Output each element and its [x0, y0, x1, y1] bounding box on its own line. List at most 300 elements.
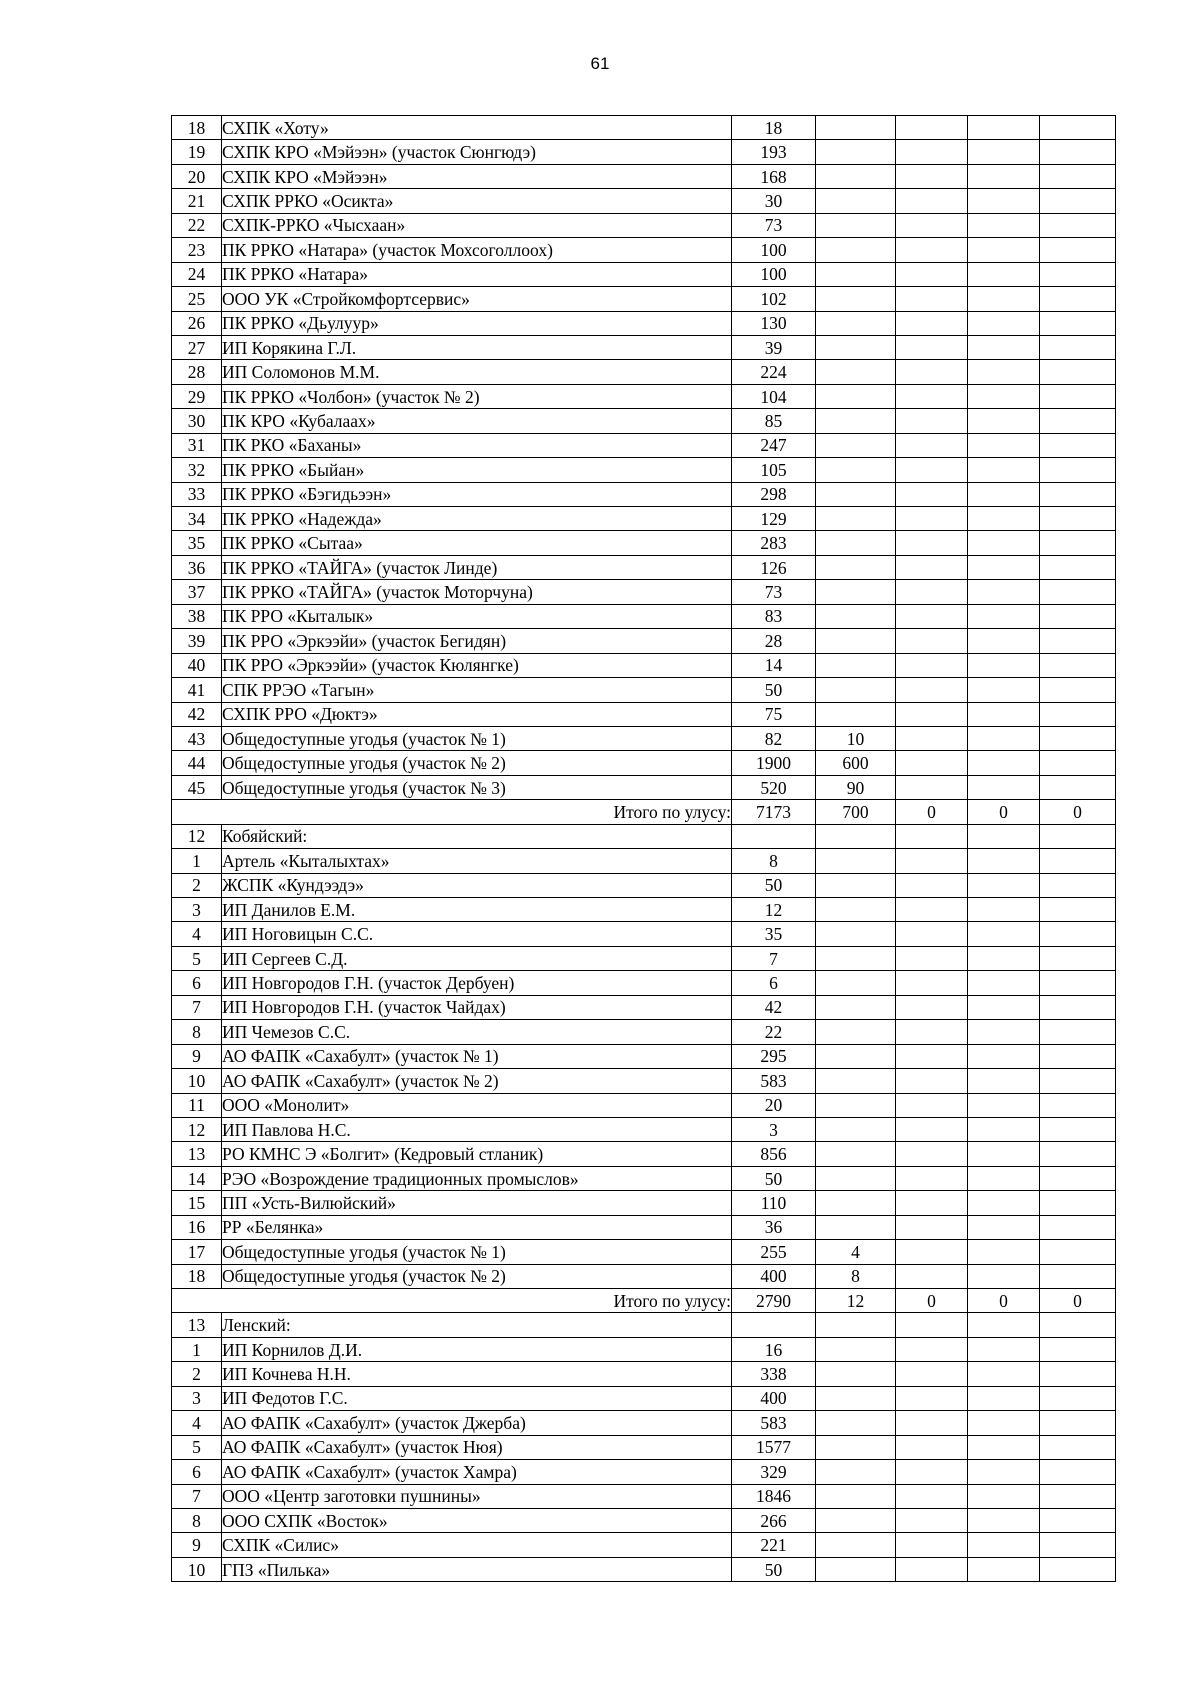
row-number: 7 [172, 995, 222, 1019]
table-row [172, 189, 1116, 213]
value-col-4 [968, 1362, 1040, 1386]
value-col-2: 600 [816, 751, 896, 775]
row-number: 9 [172, 1044, 222, 1068]
row-number: 45 [172, 775, 222, 799]
value-col-5: 0 [1040, 1289, 1116, 1313]
row-name: Общедоступные угодья (участок № 2) [222, 1264, 732, 1288]
value-col-1: 2790 [732, 1289, 816, 1313]
value-col-1: 583 [732, 1411, 816, 1435]
table-row [172, 1362, 1116, 1386]
value-col-4 [968, 1093, 1040, 1117]
value-col-3 [896, 1264, 968, 1288]
value-col-5 [1040, 1435, 1116, 1459]
value-col-1: 82 [732, 726, 816, 750]
value-col-3 [896, 458, 968, 482]
row-name: Артель «Кыталыхтах» [222, 849, 732, 873]
table-row [172, 555, 1116, 579]
row-name: Общедоступные угодья (участок № 1) [222, 726, 732, 750]
total-label: Итого по улусу: [172, 1289, 732, 1313]
value-col-3 [896, 775, 968, 799]
row-name: ИП Новгородов Г.Н. (участок Чайдах) [222, 995, 732, 1019]
row-name: СХПК «Хоту» [222, 116, 732, 140]
value-col-4 [968, 1166, 1040, 1190]
row-number: 5 [172, 946, 222, 970]
value-col-1 [732, 824, 816, 848]
value-col-5 [1040, 262, 1116, 286]
value-col-3 [896, 1362, 968, 1386]
value-col-1: 126 [732, 555, 816, 579]
value-col-2 [816, 604, 896, 628]
value-col-1: 1900 [732, 751, 816, 775]
row-name: АО ФАПК «Сахабулт» (участок Джерба) [222, 1411, 732, 1435]
value-col-5 [1040, 1264, 1116, 1288]
value-col-5 [1040, 1069, 1116, 1093]
value-col-3 [896, 653, 968, 677]
value-col-4 [968, 1508, 1040, 1532]
table-row [172, 335, 1116, 359]
value-col-5 [1040, 678, 1116, 702]
value-col-5 [1040, 1533, 1116, 1557]
value-col-5 [1040, 604, 1116, 628]
value-col-3 [896, 335, 968, 359]
row-name: РЭО «Возрождение традиционных промыслов» [222, 1166, 732, 1190]
value-col-5 [1040, 1044, 1116, 1068]
value-col-5 [1040, 1166, 1116, 1190]
value-col-1: 221 [732, 1533, 816, 1557]
value-col-2 [816, 873, 896, 897]
value-col-5 [1040, 1020, 1116, 1044]
value-col-4 [968, 555, 1040, 579]
row-number: 5 [172, 1435, 222, 1459]
value-col-4 [968, 1337, 1040, 1361]
value-col-2 [816, 213, 896, 237]
row-name: ПК РРКО «ТАЙГА» (участок Линде) [222, 555, 732, 579]
table-row [172, 971, 1116, 995]
table-row [172, 1557, 1116, 1581]
value-col-4 [968, 922, 1040, 946]
table-row [172, 1435, 1116, 1459]
table-row [172, 702, 1116, 726]
value-col-5 [1040, 873, 1116, 897]
value-col-2 [816, 531, 896, 555]
row-name: ЖСПК «Кундээдэ» [222, 873, 732, 897]
value-col-1: 1846 [732, 1484, 816, 1508]
value-col-4 [968, 726, 1040, 750]
value-col-3 [896, 1533, 968, 1557]
value-col-2 [816, 1435, 896, 1459]
value-col-3 [896, 287, 968, 311]
row-name: ПК РРКО «Натара» [222, 262, 732, 286]
value-col-1: 36 [732, 1215, 816, 1239]
value-col-3 [896, 751, 968, 775]
value-col-2: 90 [816, 775, 896, 799]
value-col-1: 18 [732, 116, 816, 140]
value-col-4 [968, 1460, 1040, 1484]
row-name: СХПК КРО «Мэйээн» (участок Сюнгюдэ) [222, 140, 732, 164]
row-name: ПК РРО «Эркээйи» (участок Кюлянгке) [222, 653, 732, 677]
row-number: 44 [172, 751, 222, 775]
value-col-2 [816, 1215, 896, 1239]
row-number: 22 [172, 213, 222, 237]
value-col-3 [896, 140, 968, 164]
table-body [172, 116, 1116, 1582]
table-row [172, 482, 1116, 506]
value-col-5 [1040, 1460, 1116, 1484]
table-row [172, 238, 1116, 262]
value-col-3 [896, 531, 968, 555]
row-number: 2 [172, 1362, 222, 1386]
value-col-3 [896, 1142, 968, 1166]
row-number: 3 [172, 898, 222, 922]
row-number: 12 [172, 824, 222, 848]
row-name: ПК КРО «Кубалаах» [222, 409, 732, 433]
value-col-3 [896, 1191, 968, 1215]
row-number: 19 [172, 140, 222, 164]
value-col-1: 6 [732, 971, 816, 995]
row-name: ПК РРКО «Бэгидьээн» [222, 482, 732, 506]
table-row [172, 1215, 1116, 1239]
value-col-1: 12 [732, 898, 816, 922]
value-col-4 [968, 775, 1040, 799]
row-number: 20 [172, 164, 222, 188]
value-col-3 [896, 213, 968, 237]
row-name: ООО СХПК «Восток» [222, 1508, 732, 1532]
value-col-3 [896, 702, 968, 726]
row-number: 18 [172, 1264, 222, 1288]
value-col-4 [968, 1142, 1040, 1166]
table-row [172, 1240, 1116, 1264]
value-col-1: 283 [732, 531, 816, 555]
value-col-2 [816, 287, 896, 311]
value-col-4 [968, 1313, 1040, 1337]
row-number: 6 [172, 1460, 222, 1484]
value-col-4 [968, 409, 1040, 433]
value-col-3 [896, 922, 968, 946]
value-col-3 [896, 1484, 968, 1508]
table-row [172, 775, 1116, 799]
value-col-5 [1040, 409, 1116, 433]
page-number: 61 [590, 54, 610, 73]
value-col-1: 105 [732, 458, 816, 482]
row-name: ИП Новгородов Г.Н. (участок Дербуен) [222, 971, 732, 995]
row-name: ООО «Центр заготовки пушнины» [222, 1484, 732, 1508]
value-col-4 [968, 824, 1040, 848]
value-col-4 [968, 189, 1040, 213]
value-col-4 [968, 1386, 1040, 1410]
table-row [172, 1117, 1116, 1141]
value-col-5 [1040, 1557, 1116, 1581]
value-col-4 [968, 531, 1040, 555]
value-col-5 [1040, 238, 1116, 262]
value-col-3 [896, 898, 968, 922]
value-col-5 [1040, 384, 1116, 408]
table-row [172, 287, 1116, 311]
table-row [172, 384, 1116, 408]
value-col-5 [1040, 849, 1116, 873]
table-row [172, 1093, 1116, 1117]
value-col-1: 30 [732, 189, 816, 213]
value-col-2 [816, 433, 896, 457]
value-col-5 [1040, 1337, 1116, 1361]
value-col-2 [816, 971, 896, 995]
value-col-1: 73 [732, 213, 816, 237]
row-name: СХПК КРО «Мэйээн» [222, 164, 732, 188]
value-col-2 [816, 164, 896, 188]
value-col-1: 42 [732, 995, 816, 1019]
value-col-1: 224 [732, 360, 816, 384]
value-col-4 [968, 1484, 1040, 1508]
value-col-5 [1040, 507, 1116, 531]
value-col-1: 295 [732, 1044, 816, 1068]
value-col-2 [816, 995, 896, 1019]
value-col-5 [1040, 653, 1116, 677]
value-col-3 [896, 726, 968, 750]
value-col-3 [896, 482, 968, 506]
value-col-1: 168 [732, 164, 816, 188]
row-number: 33 [172, 482, 222, 506]
row-number: 31 [172, 433, 222, 457]
row-number: 30 [172, 409, 222, 433]
row-name: Кобяйский: [222, 824, 732, 848]
table-row [172, 1020, 1116, 1044]
table-row [172, 824, 1116, 848]
value-col-2 [816, 824, 896, 848]
value-col-2 [816, 1166, 896, 1190]
value-col-3 [896, 824, 968, 848]
table-row [172, 873, 1116, 897]
table-row [172, 433, 1116, 457]
value-col-2 [816, 189, 896, 213]
value-col-1: 266 [732, 1508, 816, 1532]
value-col-3 [896, 384, 968, 408]
table-row [172, 1386, 1116, 1410]
row-number: 8 [172, 1508, 222, 1532]
value-col-1: 22 [732, 1020, 816, 1044]
value-col-4 [968, 1435, 1040, 1459]
row-number: 15 [172, 1191, 222, 1215]
value-col-3 [896, 116, 968, 140]
value-col-4 [968, 1411, 1040, 1435]
value-col-4 [968, 995, 1040, 1019]
row-number: 7 [172, 1484, 222, 1508]
row-number: 8 [172, 1020, 222, 1044]
row-name: ИП Кочнева Н.Н. [222, 1362, 732, 1386]
value-col-3 [896, 678, 968, 702]
value-col-3 [896, 1069, 968, 1093]
value-col-3 [896, 629, 968, 653]
value-col-2 [816, 1362, 896, 1386]
row-name: ИП Сергеев С.Д. [222, 946, 732, 970]
value-col-4 [968, 311, 1040, 335]
value-col-3: 0 [896, 800, 968, 824]
value-col-3 [896, 311, 968, 335]
table-row [172, 653, 1116, 677]
value-col-5 [1040, 898, 1116, 922]
row-name: ПК РРО «Эркээйи» (участок Бегидян) [222, 629, 732, 653]
row-number: 4 [172, 1411, 222, 1435]
table-row [172, 1166, 1116, 1190]
value-col-3 [896, 433, 968, 457]
value-col-4 [968, 458, 1040, 482]
value-col-1: 129 [732, 507, 816, 531]
value-col-4 [968, 1191, 1040, 1215]
row-name: ИП Чемезов С.С. [222, 1020, 732, 1044]
value-col-1: 520 [732, 775, 816, 799]
table-row [172, 604, 1116, 628]
value-col-5 [1040, 1508, 1116, 1532]
value-col-4 [968, 116, 1040, 140]
value-col-3 [896, 1337, 968, 1361]
value-col-5 [1040, 1117, 1116, 1141]
table-row [172, 311, 1116, 335]
value-col-3 [896, 1215, 968, 1239]
table-row [172, 898, 1116, 922]
value-col-2 [816, 1117, 896, 1141]
value-col-1: 193 [732, 140, 816, 164]
value-col-1: 100 [732, 262, 816, 286]
value-col-2 [816, 1069, 896, 1093]
row-number: 16 [172, 1215, 222, 1239]
value-col-1: 130 [732, 311, 816, 335]
value-col-2: 10 [816, 726, 896, 750]
value-col-1: 400 [732, 1264, 816, 1288]
row-name: СХПК РРКО «Осикта» [222, 189, 732, 213]
row-name: АО ФАПК «Сахабулт» (участок № 1) [222, 1044, 732, 1068]
value-col-1: 85 [732, 409, 816, 433]
table-row [172, 678, 1116, 702]
value-col-4 [968, 1020, 1040, 1044]
value-col-4: 0 [968, 800, 1040, 824]
value-col-5 [1040, 580, 1116, 604]
row-name: ИП Федотов Г.С. [222, 1386, 732, 1410]
value-col-5 [1040, 482, 1116, 506]
value-col-3 [896, 1435, 968, 1459]
row-number: 14 [172, 1166, 222, 1190]
value-col-5 [1040, 1093, 1116, 1117]
value-col-3 [896, 1386, 968, 1410]
value-col-5 [1040, 360, 1116, 384]
total-row [172, 800, 1116, 824]
value-col-1: 75 [732, 702, 816, 726]
row-number: 24 [172, 262, 222, 286]
total-row [172, 1289, 1116, 1313]
value-col-1: 20 [732, 1093, 816, 1117]
value-col-4 [968, 433, 1040, 457]
row-name: ПК РРКО «Натара» (участок Мохсоголлоох) [222, 238, 732, 262]
value-col-1: 14 [732, 653, 816, 677]
value-col-4 [968, 1533, 1040, 1557]
value-col-2 [816, 482, 896, 506]
table-row [172, 164, 1116, 188]
row-number: 39 [172, 629, 222, 653]
value-col-3 [896, 1117, 968, 1141]
value-col-4 [968, 262, 1040, 286]
data-table [171, 115, 1116, 1582]
value-col-4 [968, 140, 1040, 164]
value-col-5 [1040, 1411, 1116, 1435]
total-label: Итого по улусу: [172, 800, 732, 824]
value-col-2 [816, 1460, 896, 1484]
table-row [172, 1044, 1116, 1068]
table-row [172, 1337, 1116, 1361]
row-number: 35 [172, 531, 222, 555]
value-col-1: 3 [732, 1117, 816, 1141]
value-col-4 [968, 287, 1040, 311]
value-col-2: 4 [816, 1240, 896, 1264]
value-col-2 [816, 922, 896, 946]
value-col-3 [896, 971, 968, 995]
row-name: РР «Белянка» [222, 1215, 732, 1239]
value-col-3 [896, 1411, 968, 1435]
value-col-5 [1040, 531, 1116, 555]
row-number: 27 [172, 335, 222, 359]
value-col-5 [1040, 1362, 1116, 1386]
value-col-4 [968, 629, 1040, 653]
value-col-1: 28 [732, 629, 816, 653]
value-col-3 [896, 555, 968, 579]
value-col-4 [968, 580, 1040, 604]
value-col-2 [816, 360, 896, 384]
value-col-5 [1040, 213, 1116, 237]
value-col-5 [1040, 116, 1116, 140]
value-col-5 [1040, 164, 1116, 188]
value-col-4 [968, 238, 1040, 262]
table-row [172, 507, 1116, 531]
value-col-2 [816, 507, 896, 531]
value-col-1: 102 [732, 287, 816, 311]
value-col-2 [816, 1557, 896, 1581]
value-col-4 [968, 1557, 1040, 1581]
value-col-1: 583 [732, 1069, 816, 1093]
row-number: 23 [172, 238, 222, 262]
value-col-5 [1040, 1386, 1116, 1410]
value-col-4 [968, 384, 1040, 408]
value-col-4 [968, 164, 1040, 188]
value-col-4 [968, 482, 1040, 506]
value-col-1: 247 [732, 433, 816, 457]
row-number: 34 [172, 507, 222, 531]
value-col-4 [968, 360, 1040, 384]
value-col-3 [896, 849, 968, 873]
value-col-4 [968, 849, 1040, 873]
row-name: АО ФАПК «Сахабулт» (участок № 2) [222, 1069, 732, 1093]
value-col-5 [1040, 1313, 1116, 1337]
value-col-3 [896, 507, 968, 531]
row-number: 28 [172, 360, 222, 384]
value-col-1: 50 [732, 1166, 816, 1190]
value-col-5 [1040, 995, 1116, 1019]
value-col-4 [968, 971, 1040, 995]
value-col-2 [816, 1484, 896, 1508]
value-col-2 [816, 1142, 896, 1166]
value-col-1: 83 [732, 604, 816, 628]
value-col-3 [896, 189, 968, 213]
value-col-3 [896, 238, 968, 262]
value-col-3 [896, 164, 968, 188]
row-number: 21 [172, 189, 222, 213]
value-col-2 [816, 1411, 896, 1435]
value-col-3 [896, 604, 968, 628]
row-name: ИП Ноговицын С.С. [222, 922, 732, 946]
value-col-5 [1040, 775, 1116, 799]
value-col-5 [1040, 629, 1116, 653]
table-row [172, 1411, 1116, 1435]
value-col-2: 8 [816, 1264, 896, 1288]
value-col-2 [816, 262, 896, 286]
value-col-1: 50 [732, 678, 816, 702]
row-number: 11 [172, 1093, 222, 1117]
value-col-3 [896, 1240, 968, 1264]
